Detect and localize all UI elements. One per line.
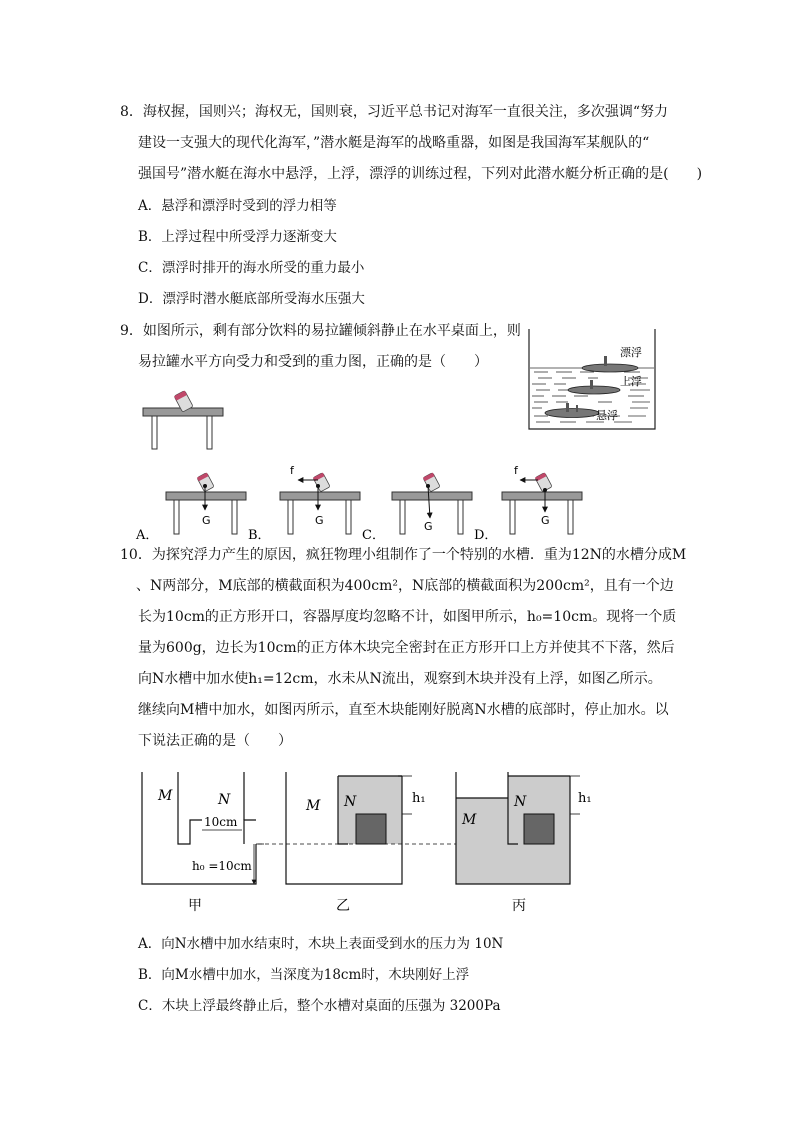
yi-m-label: M	[306, 798, 321, 814]
submarine-tank-figure	[528, 328, 656, 430]
q8-line-3: 强国号”潜水艇在海水中悬浮，上浮，漂浮的训练过程，下列对此潜水艇分析正确的是( )	[138, 166, 703, 182]
q10-line-2: 、N两部分，M底部的横截面积为400cm²，N底部的横截面积为200cm²，且有一个边	[136, 578, 674, 594]
q8-option-b: B．上浮过程中所受浮力逐渐变大	[138, 229, 337, 245]
label-floating: 漂浮	[620, 346, 642, 359]
q9-choices-figure	[134, 462, 594, 540]
choice-c-figure	[362, 473, 472, 540]
q9-line-1: 9．如图所示，剩有部分饮料的易拉罐倾斜静止在水平桌面上，则	[120, 323, 521, 339]
q9-table-figure	[140, 386, 230, 452]
force-g-d: G	[541, 514, 550, 527]
q10-line-5: 向N水槽中加水使h₁=12cm，水未从N流出，观察到木块并没有上浮，如图乙所示。	[138, 671, 662, 687]
force-g-b: G	[315, 514, 324, 527]
yi-h1-label: h₁	[412, 791, 426, 806]
q10-option-c: C．木块上浮最终静止后，整个水槽对桌面的压强为 3200Pa	[138, 998, 501, 1014]
jia-n-label: N	[218, 792, 231, 808]
jia-m-label: M	[158, 788, 173, 804]
choice-b-figure	[248, 464, 360, 540]
choice-a-letter: A．	[136, 528, 159, 540]
q10-option-a: A．向N水槽中加水结束时，木块上表面受到水的压力为 10N	[138, 936, 504, 952]
force-f-b: f	[290, 464, 294, 477]
q10-line-4: 量为600g，边长为10cm的正方体木块完全密封在正方形开口上方并使其不下落，然后	[138, 640, 675, 656]
q8-option-c: C．漂浮时排开的海水所受的重力最小	[138, 260, 365, 276]
choice-d-figure	[474, 464, 582, 540]
bing-m-label: M	[462, 812, 477, 828]
q10-tank-figure	[130, 766, 610, 916]
choice-c-letter: C．	[362, 528, 385, 540]
choice-a-figure	[135, 473, 246, 540]
force-g-c: G	[424, 520, 433, 533]
q9-line-2: 易拉罐水平方向受力和受到的重力图，正确的是（ ）	[138, 354, 488, 370]
q8-line-1: 8．海权握，国则兴；海权无，国则衰，习近平总书记对海军一直很关注，多次强调“努力	[120, 104, 669, 120]
force-g-a: G	[202, 514, 211, 527]
q8-option-a: A．悬浮和漂浮时受到的浮力相等	[138, 198, 337, 214]
q10-option-b: B．向M水槽中加水，当深度为18cm时，木块刚好上浮	[138, 967, 470, 983]
bing-n-label: N	[514, 794, 527, 810]
caption-bing: 丙	[512, 898, 526, 914]
force-f-d: f	[514, 464, 518, 477]
caption-yi: 乙	[336, 898, 350, 914]
choice-d-letter: D．	[474, 528, 498, 540]
label-suspended: 悬浮	[596, 409, 618, 422]
opening-label: 10cm	[204, 815, 238, 829]
bing-h1-label: h₁	[578, 791, 592, 806]
q8-line-2: 建设一支强大的现代化海军，”潜水艇是海军的战略重器，如图是我国海军某舰队的“	[138, 135, 650, 151]
choice-b-letter: B．	[248, 528, 271, 540]
q10-line-6: 继续向M槽中加水，如图丙所示，直至木块能刚好脱离N水槽的底部时，停止加水。以	[138, 702, 669, 718]
q10-line-1: 10．为探究浮力产生的原因，疯狂物理小组制作了一个特别的水槽．重为12N的水槽分成M	[120, 547, 687, 563]
q10-line-7: 下说法正确的是（ ）	[138, 733, 292, 749]
caption-jia: 甲	[188, 898, 202, 914]
label-rising: 上浮	[620, 375, 642, 388]
q10-line-3: 长为10cm的正方形开口，容器厚度均忽略不计，如图甲所示，h₀=10cm。现将一个质	[138, 609, 677, 625]
q8-option-d: D．漂浮时潜水艇底部所受海水压强大	[138, 291, 365, 307]
yi-n-label: N	[344, 794, 357, 810]
h0-label: h₀ =10cm	[192, 859, 252, 873]
